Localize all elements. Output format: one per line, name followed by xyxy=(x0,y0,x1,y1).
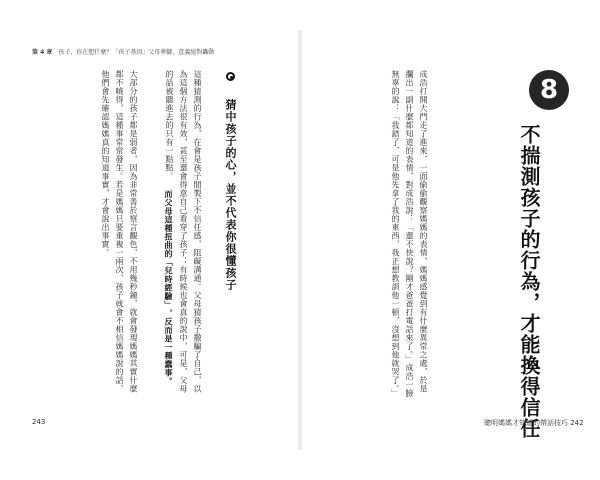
running-footer: 聰明媽媽才知道的帶話技巧 242 xyxy=(484,419,584,427)
emphasis-text: 而父母這種扭曲的「兒時經驗」，反而是一種蠢事。 xyxy=(164,190,174,386)
header-chapter: 第 4 章 xyxy=(32,49,53,56)
bullet-circle-icon xyxy=(226,72,235,81)
paragraph-text: 大部分的孩子都是弱者，因為非常善於察言觀色，不用幾秒鐘，就會發現媽媽其實什麼都不曉得，這種事常常發生。若是媽媽只要重複一兩次，孩子就會不相信媽媽說的話，他們會先確認媽媽真的知道事實，才會說出事實。 xyxy=(101,70,138,393)
running-header xyxy=(32,47,214,56)
section-heading xyxy=(222,72,238,291)
story-paragraph xyxy=(338,70,430,400)
section-heading-text: 猜中孩子的心，並不代表你很懂孩子 xyxy=(224,99,237,291)
page-number-left: 243 xyxy=(32,418,46,426)
body-paragraph-2 xyxy=(148,70,204,400)
chapter-number-badge: 8 xyxy=(529,70,569,110)
paragraph-text: 這種猜測的行為，在會是孩子間製下不信任感，阻礙溝通。父母猜孩子撒騙了自己，以為這個方法很有效，甚至還會得意自己看穿了孩子；有時候也會真的說中，可是，父母的話被聽進去的只有一點點。 xyxy=(165,70,202,393)
body-paragraph-1 xyxy=(48,70,140,400)
header-subtitle: 孩子，你在想什麼？「孩子基因」父母參腳，意義絕對轟動 xyxy=(58,49,215,56)
paragraph-text: 成浩打開大門走了進來，一面偷偷觀察媽媽的表情，媽媽感覺到有什麼異常之處，於是攔出一副什麼都知道的表情，對成浩說：「還不快說？剛才爸爸打電話來了。」成浩一臉無辜的說：「我錯了，可是他先拿了我的東西，我正想教訓他一頓，沒想到他就哭了。」 xyxy=(391,70,428,398)
chapter-title: 不揣測孩子的行為，才能換得信任 xyxy=(517,124,541,439)
